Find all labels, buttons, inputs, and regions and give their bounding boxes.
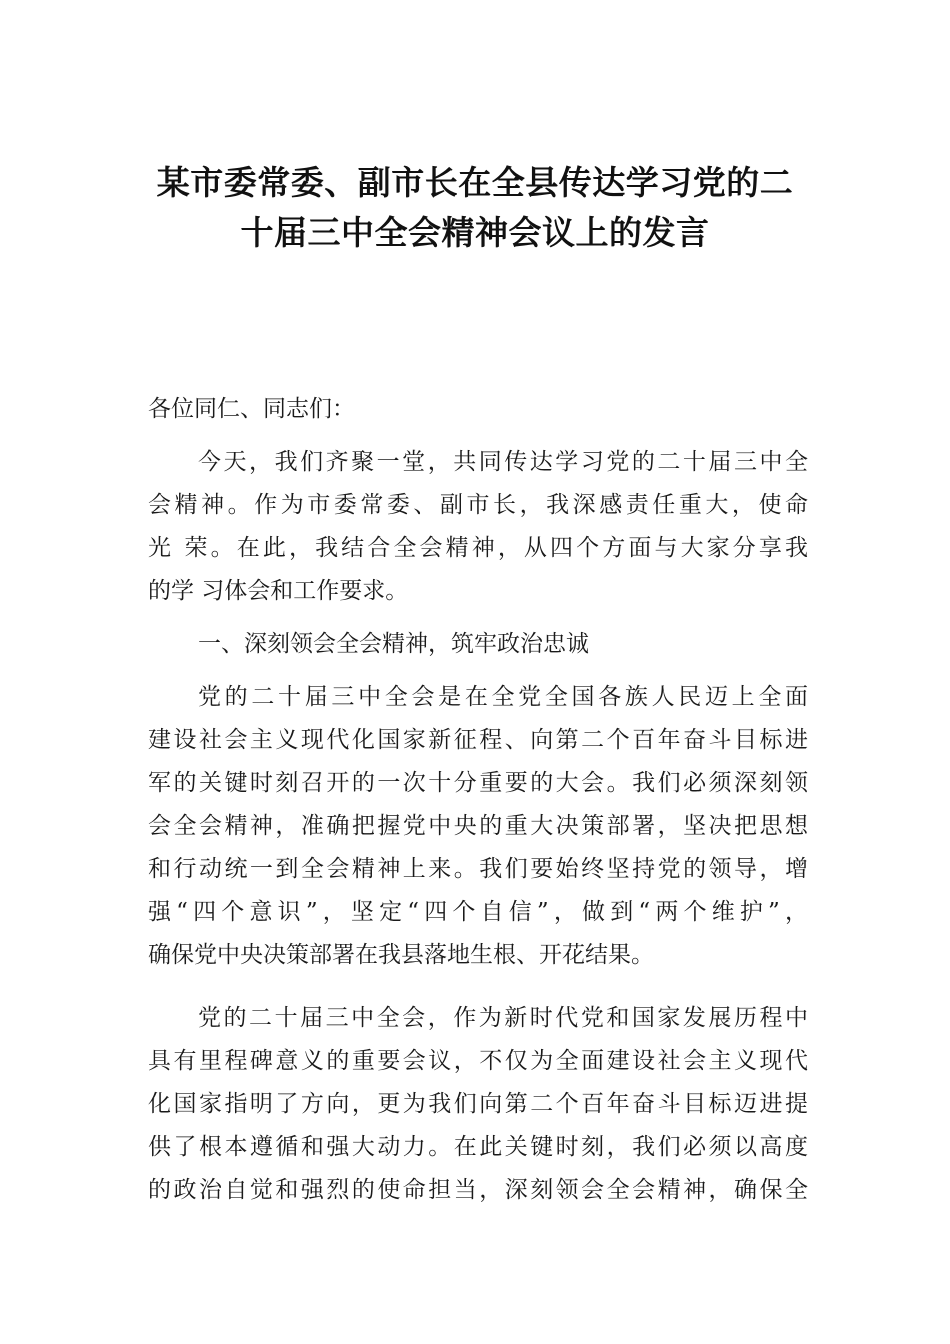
paragraph-line: 的政治自觉和强烈的使命担当，深刻领会全会精神，确保全: [148, 1177, 808, 1203]
paragraph-line: 和行动统一到全会精神上来。我们要始终坚持党的领导，增: [148, 856, 808, 882]
title-line-1: 某市委常委、副市长在全县传达学习党的二: [156, 163, 794, 202]
section-heading: 一、深刻领会全会精神，筑牢政治忠诚: [198, 631, 589, 657]
paragraph-line: 军的关键时刻召开的一次十分重要的大会。我们必须深刻领: [148, 770, 808, 796]
paragraph-line: 党的二十届三中全会是在全党全国各族人民迈上全面: [198, 684, 808, 710]
paragraph-1: [148, 676, 808, 977]
paragraph-2: [148, 997, 808, 1212]
title-line-2: 十届三中全会精神会议上的发言: [240, 213, 710, 252]
intro-line: 今天，我们齐聚一堂，共同传达学习党的二十届三中全: [198, 449, 808, 475]
paragraph-line: 会全会精神，准确把握党中央的重大决策部署，坚决把思想: [148, 813, 808, 839]
paragraph-line: 强“四个意识”，坚定“四个自信”，做到“两个维护”，: [148, 899, 808, 925]
salutation: 各位同仁、同志们：: [148, 396, 355, 422]
paragraph-line: 供了根本遵循和强大动力。在此关键时刻，我们必须以高度: [148, 1134, 808, 1160]
intro-line: 的学 习体会和工作要求。: [148, 578, 409, 604]
paragraph-line: 确保党中央决策部署在我县落地生根、开花结果。: [148, 942, 654, 968]
intro-paragraph: [148, 441, 808, 613]
paragraph-line: 党的二十届三中全会，作为新时代党和国家发展历程中: [198, 1005, 808, 1031]
intro-line: 光 荣。在此，我结合全会精神，从四个方面与大家分享我: [148, 535, 808, 561]
document-title: [110, 158, 840, 258]
paragraph-line: 建设社会主义现代化国家新征程、向第二个百年奋斗目标进: [148, 727, 808, 753]
document-body: [148, 388, 808, 1212]
paragraph-line: 具有里程碑意义的重要会议，不仅为全面建设社会主义现代: [148, 1048, 808, 1074]
paragraph-line: 化国家指明了方向，更为我们向第二个百年奋斗目标迈进提: [148, 1091, 808, 1117]
intro-line: 会精神。作为市委常委、副市长，我深感责任重大，使命: [148, 492, 808, 518]
